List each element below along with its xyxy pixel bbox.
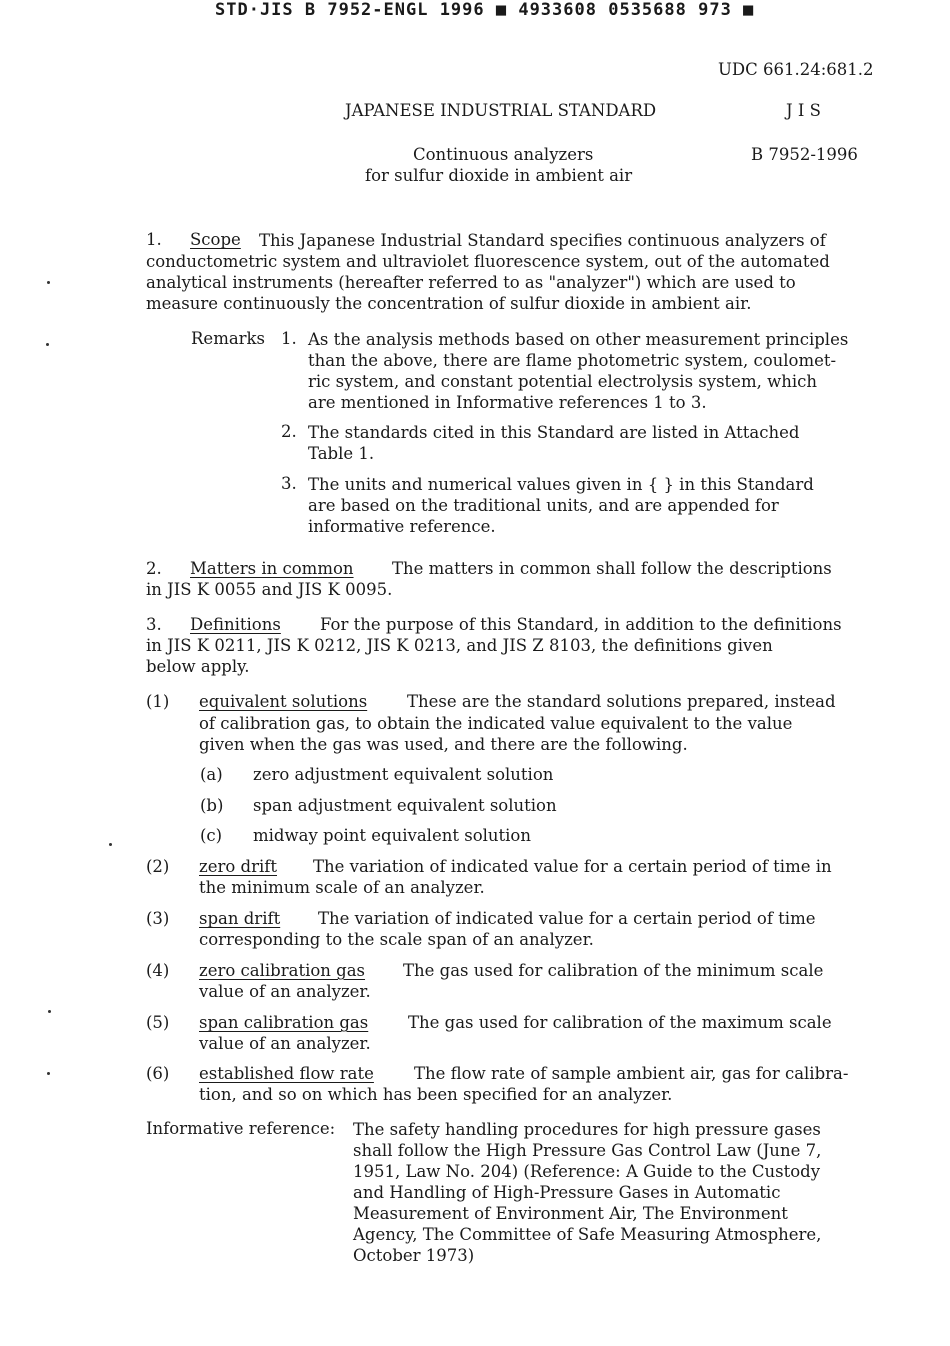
section-2-line-1: The matters in common shall follow the descriptions xyxy=(392,559,832,578)
definition-1-term: equivalent solutions xyxy=(199,692,368,711)
definition-4-term: zero calibration gas xyxy=(199,961,366,980)
definition-2-first: The variation of indicated value for a certain period of time in xyxy=(313,857,832,876)
doc-title-line-2: for sulfur dioxide in ambient air xyxy=(365,166,633,185)
definition-6-rest: tion, and so on which has been specified for an analyzer. xyxy=(199,1085,673,1104)
remark-2-number: 2. xyxy=(281,422,297,441)
subitem-a-text: zero adjustment equivalent solution xyxy=(253,765,554,784)
scan-speck xyxy=(48,1010,51,1013)
definition-1-number: (1) xyxy=(146,692,170,711)
definition-1-rest: of calibration gas, to obtain the indicated value equivalent to the value given when the gas was used, and there are the following. xyxy=(199,714,793,754)
definition-5-term: span calibration gas xyxy=(199,1013,369,1032)
remark-2-text: The standards cited in this Standard are listed in Attached Table 1. xyxy=(308,423,800,463)
section-2-heading: Matters in common xyxy=(190,559,354,578)
section-2-number: 2. xyxy=(146,559,162,578)
subitem-b-text: span adjustment equivalent solution xyxy=(253,796,557,815)
definition-3-term: span drift xyxy=(199,909,281,928)
doc-title-line-1: Continuous analyzers xyxy=(413,145,594,164)
section-3-line-2: in JIS K 0211, JIS K 0212, JIS K 0213, and JIS Z 8103, the definitions given xyxy=(146,636,773,655)
remark-3-number: 3. xyxy=(281,474,297,493)
remark-1-number: 1. xyxy=(281,329,297,348)
definition-2-rest: the minimum scale of an analyzer. xyxy=(199,878,485,897)
scan-speck xyxy=(46,343,49,346)
jis-mark: J I S xyxy=(786,101,821,120)
section-1-heading: Scope xyxy=(190,230,241,249)
definition-4-first: The gas used for calibration of the minimum scale xyxy=(403,961,824,980)
definition-4-rest: value of an analyzer. xyxy=(199,982,371,1001)
section-2-line-2: in JIS K 0055 and JIS K 0095. xyxy=(146,580,393,599)
definition-5-first: The gas used for calibration of the maximum scale xyxy=(408,1013,832,1032)
definition-5-rest: value of an analyzer. xyxy=(199,1034,371,1053)
remark-1-text: As the analysis methods based on other measurement principles than the above, there are flame photometric system, coulomet- ric system, and constant potential electrolysis system, which are mentioned in Informative references 1 to 3. xyxy=(308,330,849,412)
section-3-number: 3. xyxy=(146,615,162,634)
definition-3-number: (3) xyxy=(146,909,170,928)
scan-speck xyxy=(47,281,50,284)
header-code: STD·JIS B 7952-ENGL 1996 ■ 4933608 0535688 973 ■ xyxy=(215,0,755,20)
subitem-b-label: (b) xyxy=(200,796,224,815)
doc-number: B 7952-1996 xyxy=(751,145,858,164)
definition-1-first: These are the standard solutions prepared, instead xyxy=(407,692,836,711)
definition-5-number: (5) xyxy=(146,1013,170,1032)
definition-6-first: The flow rate of sample ambient air, gas for calibra- xyxy=(414,1064,849,1083)
section-3-line-1: For the purpose of this Standard, in addition to the definitions xyxy=(320,615,842,634)
section-1-body: This Japanese Industrial Standard specifies continuous analyzers of conductometric system and ultraviolet fluorescence system, out of the automated analytical instruments (hereafter referred to as "analyzer") which are used to measure continuously the concentration of sulfur dioxide in ambient air. xyxy=(146,231,830,313)
section-1-number: 1. xyxy=(146,230,162,249)
subitem-a-label: (a) xyxy=(200,765,223,784)
definition-6-number: (6) xyxy=(146,1064,170,1083)
definition-3-first: The variation of indicated value for a certain period of time xyxy=(318,909,816,928)
standard-title: JAPANESE INDUSTRIAL STANDARD xyxy=(345,101,657,120)
definition-6-term: established flow rate xyxy=(199,1064,374,1083)
section-3-heading: Definitions xyxy=(190,615,281,634)
udc-number: UDC 661.24:681.2 xyxy=(718,60,874,79)
subitem-c-label: (c) xyxy=(200,826,223,845)
definition-3-rest: corresponding to the scale span of an analyzer. xyxy=(199,930,594,949)
informative-reference-text: The safety handling procedures for high pressure gases shall follow the High Pressure Gas Control Law (June 7, 1951, Law No. 204) (Reference: A Guide to the Custody and Handling of High-Pressure Gases in Automatic Measurement of Environment Air, The Environment Agency, The Committee of Safe Measuring Atmosphere, October 1973) xyxy=(353,1120,822,1265)
definition-2-term: zero drift xyxy=(199,857,277,876)
definition-4-number: (4) xyxy=(146,961,170,980)
definition-2-number: (2) xyxy=(146,857,170,876)
remark-3-text: The units and numerical values given in { } in this Standard are based on the traditional units, and are appended for informative reference. xyxy=(308,475,814,536)
informative-reference-label: Informative reference: xyxy=(146,1119,336,1138)
subitem-c-text: midway point equivalent solution xyxy=(253,826,531,845)
scan-speck xyxy=(109,843,112,846)
section-3-line-3: below apply. xyxy=(146,657,250,676)
remarks-label: Remarks xyxy=(191,329,266,348)
scan-speck xyxy=(47,1072,50,1075)
